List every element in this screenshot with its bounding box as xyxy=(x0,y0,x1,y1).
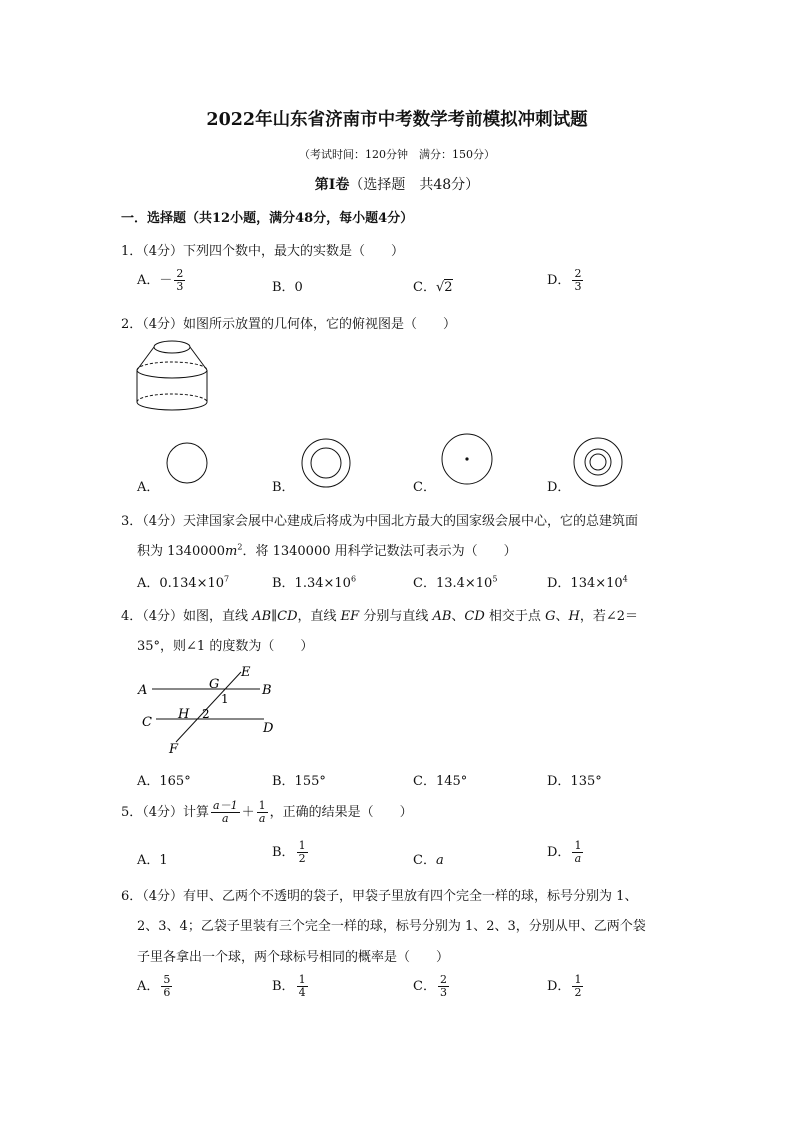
q2-option-d: D． xyxy=(547,480,571,495)
fraction: $\frac{2}{3}$ xyxy=(439,973,447,999)
q1-option-c: C．√2 xyxy=(413,280,453,295)
angle-2-label: 2 xyxy=(202,707,210,721)
question-4-line-2: 35°，则∠1 的度数为（ ） xyxy=(137,639,314,654)
q4-option-c: C．145° xyxy=(413,774,468,789)
q5-option-b: B． $\frac{1}{2}$ xyxy=(272,839,306,865)
fraction: $\frac{1}{a}$ xyxy=(574,839,582,865)
q4-option-b: B．155° xyxy=(272,774,326,789)
label-d: D xyxy=(263,721,274,736)
q4-option-a: A．165° xyxy=(137,774,191,789)
question-6-line-2: 2、3、4；乙袋子里装有三个完全一样的球，标号分别为 1、2、3，分别从甲、乙两个袋 xyxy=(137,919,646,934)
page-title: 2022年山东省济南市中考数学考前模拟冲刺试题 xyxy=(206,110,588,130)
q3-option-c: C．$13.4\times 10^5$ xyxy=(413,574,498,591)
q2-option-a: A． xyxy=(137,480,160,495)
fraction: $\frac{1}{4}$ xyxy=(298,973,306,999)
section-heading: 一．选择题（共12小题，满分48分，每小题4分） xyxy=(121,211,414,226)
parallel-lines-figure xyxy=(136,662,281,758)
q5-option-c: C．a xyxy=(413,853,444,868)
question-4-line-1: 4．（4分）如图，直线 AB∥CD，直线 EF 分别与直线 AB、CD 相交于点 G、H，若∠2＝ xyxy=(121,609,638,624)
label-f: F xyxy=(169,742,179,757)
q1-option-d: D． $\frac{2}{3}$ xyxy=(547,267,582,293)
question-6-line-1: 6．（4分）有甲、乙两个不透明的袋子，甲袋子里放有四个完全一样的球，标号分别为 1、 xyxy=(121,889,638,904)
fraction: $\frac{1}{a}$ xyxy=(258,799,266,825)
question-2-stem: 2．（4分）如图所示放置的几何体，它的俯视图是（ ） xyxy=(121,317,457,332)
label-e: E xyxy=(241,665,251,680)
q6-option-a: A． $\frac{5}{6}$ xyxy=(137,973,171,999)
label-g: G xyxy=(209,677,220,692)
q3-option-a: A．$0.134\times 10^7$ xyxy=(137,574,230,591)
fraction: $\frac{1}{2}$ xyxy=(574,973,582,999)
q2-option-b: B． xyxy=(272,480,295,495)
q4-option-d: D．135° xyxy=(547,774,602,789)
fraction: $\frac{a-1}{a}$ xyxy=(213,799,238,825)
q3-option-b: B．$1.34\times 10^6$ xyxy=(272,574,357,591)
part-title xyxy=(0,174,794,194)
solid-figure xyxy=(132,338,212,414)
part-title-bold: 第Ⅰ卷 xyxy=(314,177,350,193)
label-b: B xyxy=(262,683,272,698)
q5-option-a: A．1 xyxy=(137,853,168,868)
q6-option-b: B． $\frac{1}{4}$ xyxy=(272,973,306,999)
q6-option-c: C． $\frac{2}{3}$ xyxy=(413,973,447,999)
q2-c-dot-circle-icon xyxy=(440,432,496,488)
question-3-line-1: 3．（4分）天津国家会展中心建成后将成为中国北方最大的国家级会展中心，它的总建筑面 xyxy=(121,514,639,529)
q2-option-c: C． xyxy=(413,480,436,495)
exam-info: （考试时间：120分钟 满分：150分） xyxy=(299,148,495,161)
question-1-stem: 1．（4分）下列四个数中，最大的实数是（ ） xyxy=(121,244,405,259)
question-3-line-2: 积为 $1340000m^2$．将 1340000 用科学记数法可表示为（ ） xyxy=(137,542,517,559)
label-h: H xyxy=(178,707,190,722)
radical-sign: √ xyxy=(435,280,445,295)
q2-a-circle-icon xyxy=(163,440,213,486)
fraction: $\frac{2}{3}$ xyxy=(176,267,184,293)
question-5-stem: 5．（4分）计算 $\frac{a-1}{a}$ ＋ $\frac{1}{a}$ ，正确的结果是（ ） xyxy=(121,799,413,825)
label-c: C xyxy=(142,715,152,730)
q1-option-a: A．－ $\frac{2}{3}$ xyxy=(137,267,184,293)
fraction: $\frac{1}{2}$ xyxy=(298,839,306,865)
q2-b-concentric-icon xyxy=(298,436,354,492)
part-title-rest: （选择题 共48分） xyxy=(349,177,480,193)
label-a: A xyxy=(138,683,148,698)
q6-option-d: D． $\frac{1}{2}$ xyxy=(547,973,582,999)
fraction: $\frac{5}{6}$ xyxy=(163,973,171,999)
q1-option-b: B．0 xyxy=(272,280,303,295)
question-6-line-3: 子里各拿出一个球，两个球标号相同的概率是（ ） xyxy=(137,950,450,965)
q5-option-d: D． $\frac{1}{a}$ xyxy=(547,839,582,865)
q2-d-triple-circle-icon xyxy=(571,434,627,490)
angle-1-label: 1 xyxy=(221,692,229,706)
q3-option-d: D．$134\times 10^4$ xyxy=(547,574,628,591)
fraction: $\frac{2}{3}$ xyxy=(574,267,582,293)
